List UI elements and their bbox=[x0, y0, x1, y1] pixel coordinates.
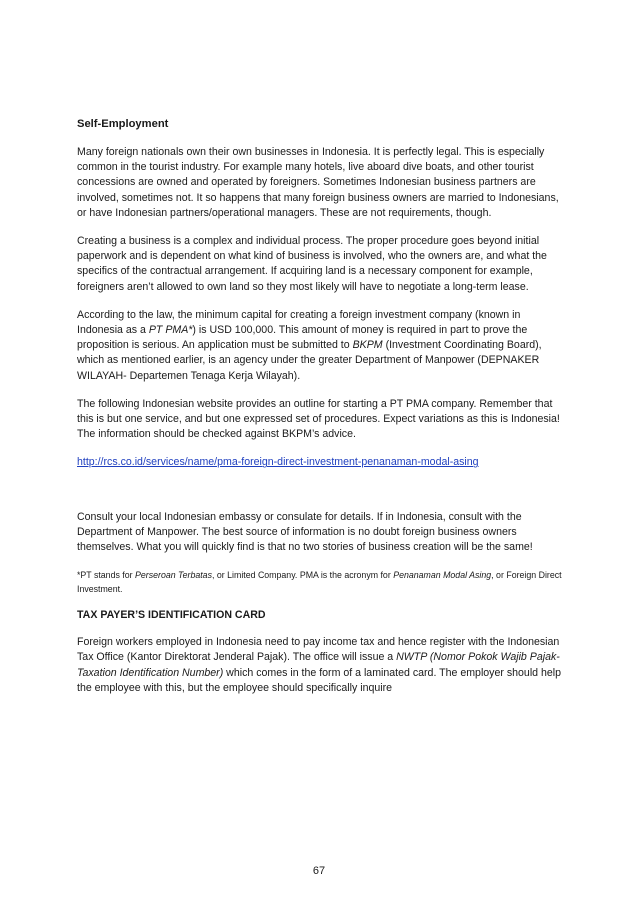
section-heading-tax-card: TAX PAYER’S IDENTIFICATION CARD bbox=[77, 609, 266, 622]
text-run: , or Limited Company. PMA is the acronym for bbox=[211, 570, 394, 581]
italic-term: Perseroan Terbatas bbox=[135, 570, 212, 581]
paragraph: Creating a business is a complex and individual process. The proper procedure goes beyond initial paperwork and is dependent on what kind of business is involved, who the owners are, and what the specifics of the contractual arrangement. If acquiring land is a necessary component for example, foreigners aren’t allowed to own land so they most likely will have to negotiate a long-term lease. bbox=[77, 235, 547, 293]
italic-term: NWTP (Nomor Pokok Wajib Pajak- Taxation Identification Number) bbox=[77, 651, 560, 679]
text-run: , or Foreign Direct Investment. bbox=[77, 570, 562, 595]
text-run: which comes in the form of a laminated card. The employer should help the employee with this, but the employee should specifically inquire bbox=[77, 666, 562, 694]
website-link[interactable]: http://rcs.co.id/services/name/pma-foreign-direct-investment-penanaman-modal-asing bbox=[77, 456, 479, 469]
text-run: (Investment Coordinating Board), which as mentioned earlier, is an agency under the greater Department of Manpower (DEPNAKER WILAYAH- Departemen Tenaga Kerja Wilayah). bbox=[77, 339, 542, 382]
italic-term: BKPM bbox=[352, 339, 383, 352]
paragraph: The following Indonesian website provides an outline for starting a PT PMA company. Remember that this is but one service, and but one expressed set of procedures. Expect variations as this is Indonesia! The information should be checked against BKPM’s advice. bbox=[77, 397, 560, 441]
paragraph bbox=[77, 635, 567, 696]
paragraph bbox=[77, 308, 567, 384]
page-content bbox=[77, 117, 567, 709]
text-run: According to the law, the minimum capital for creating a foreign investment company (known in Indonesia as a bbox=[77, 308, 521, 337]
paragraph: Many foreign nationals own their own businesses in Indonesia. It is perfectly legal. This is especially common in the tourist industry. For example many hotels, live aboard dive boats, and other tourist concessions are owned and operated by foreigners. Sometimes Indonesian business partners are involved, sometimes not. It so happens that many foreign business owners are married to Indonesians, or have Indonesian partners/operational managers. These are not requirements, though. bbox=[77, 146, 559, 219]
italic-term: PT PMA* bbox=[148, 324, 193, 337]
paragraph: Consult your local Indonesian embassy or consulate for details. If in Indonesia, consult with the Department of Manpower. The best source of information is no doubt foreign business owners themselves. What you will quickly find is that no two stories of business creation will be the same! bbox=[77, 510, 533, 554]
section-heading-self-employment: Self-Employment bbox=[77, 118, 169, 130]
footnote bbox=[77, 568, 567, 596]
page-number: 67 bbox=[312, 865, 326, 877]
text-run: ) is USD 100,000. This amount of money is required in part to prove the proposition is serious. An application must be submitted to bbox=[77, 324, 528, 352]
italic-term: Penanaman Modal Asing bbox=[393, 570, 492, 581]
text-run: Foreign workers employed in Indonesia need to pay income tax and hence register with the Indonesian Tax Office (Kantor Direktorat Jenderal Pajak). The office will issue a bbox=[77, 636, 560, 664]
text-run: *PT stands for bbox=[77, 570, 136, 581]
spacer bbox=[77, 484, 567, 510]
